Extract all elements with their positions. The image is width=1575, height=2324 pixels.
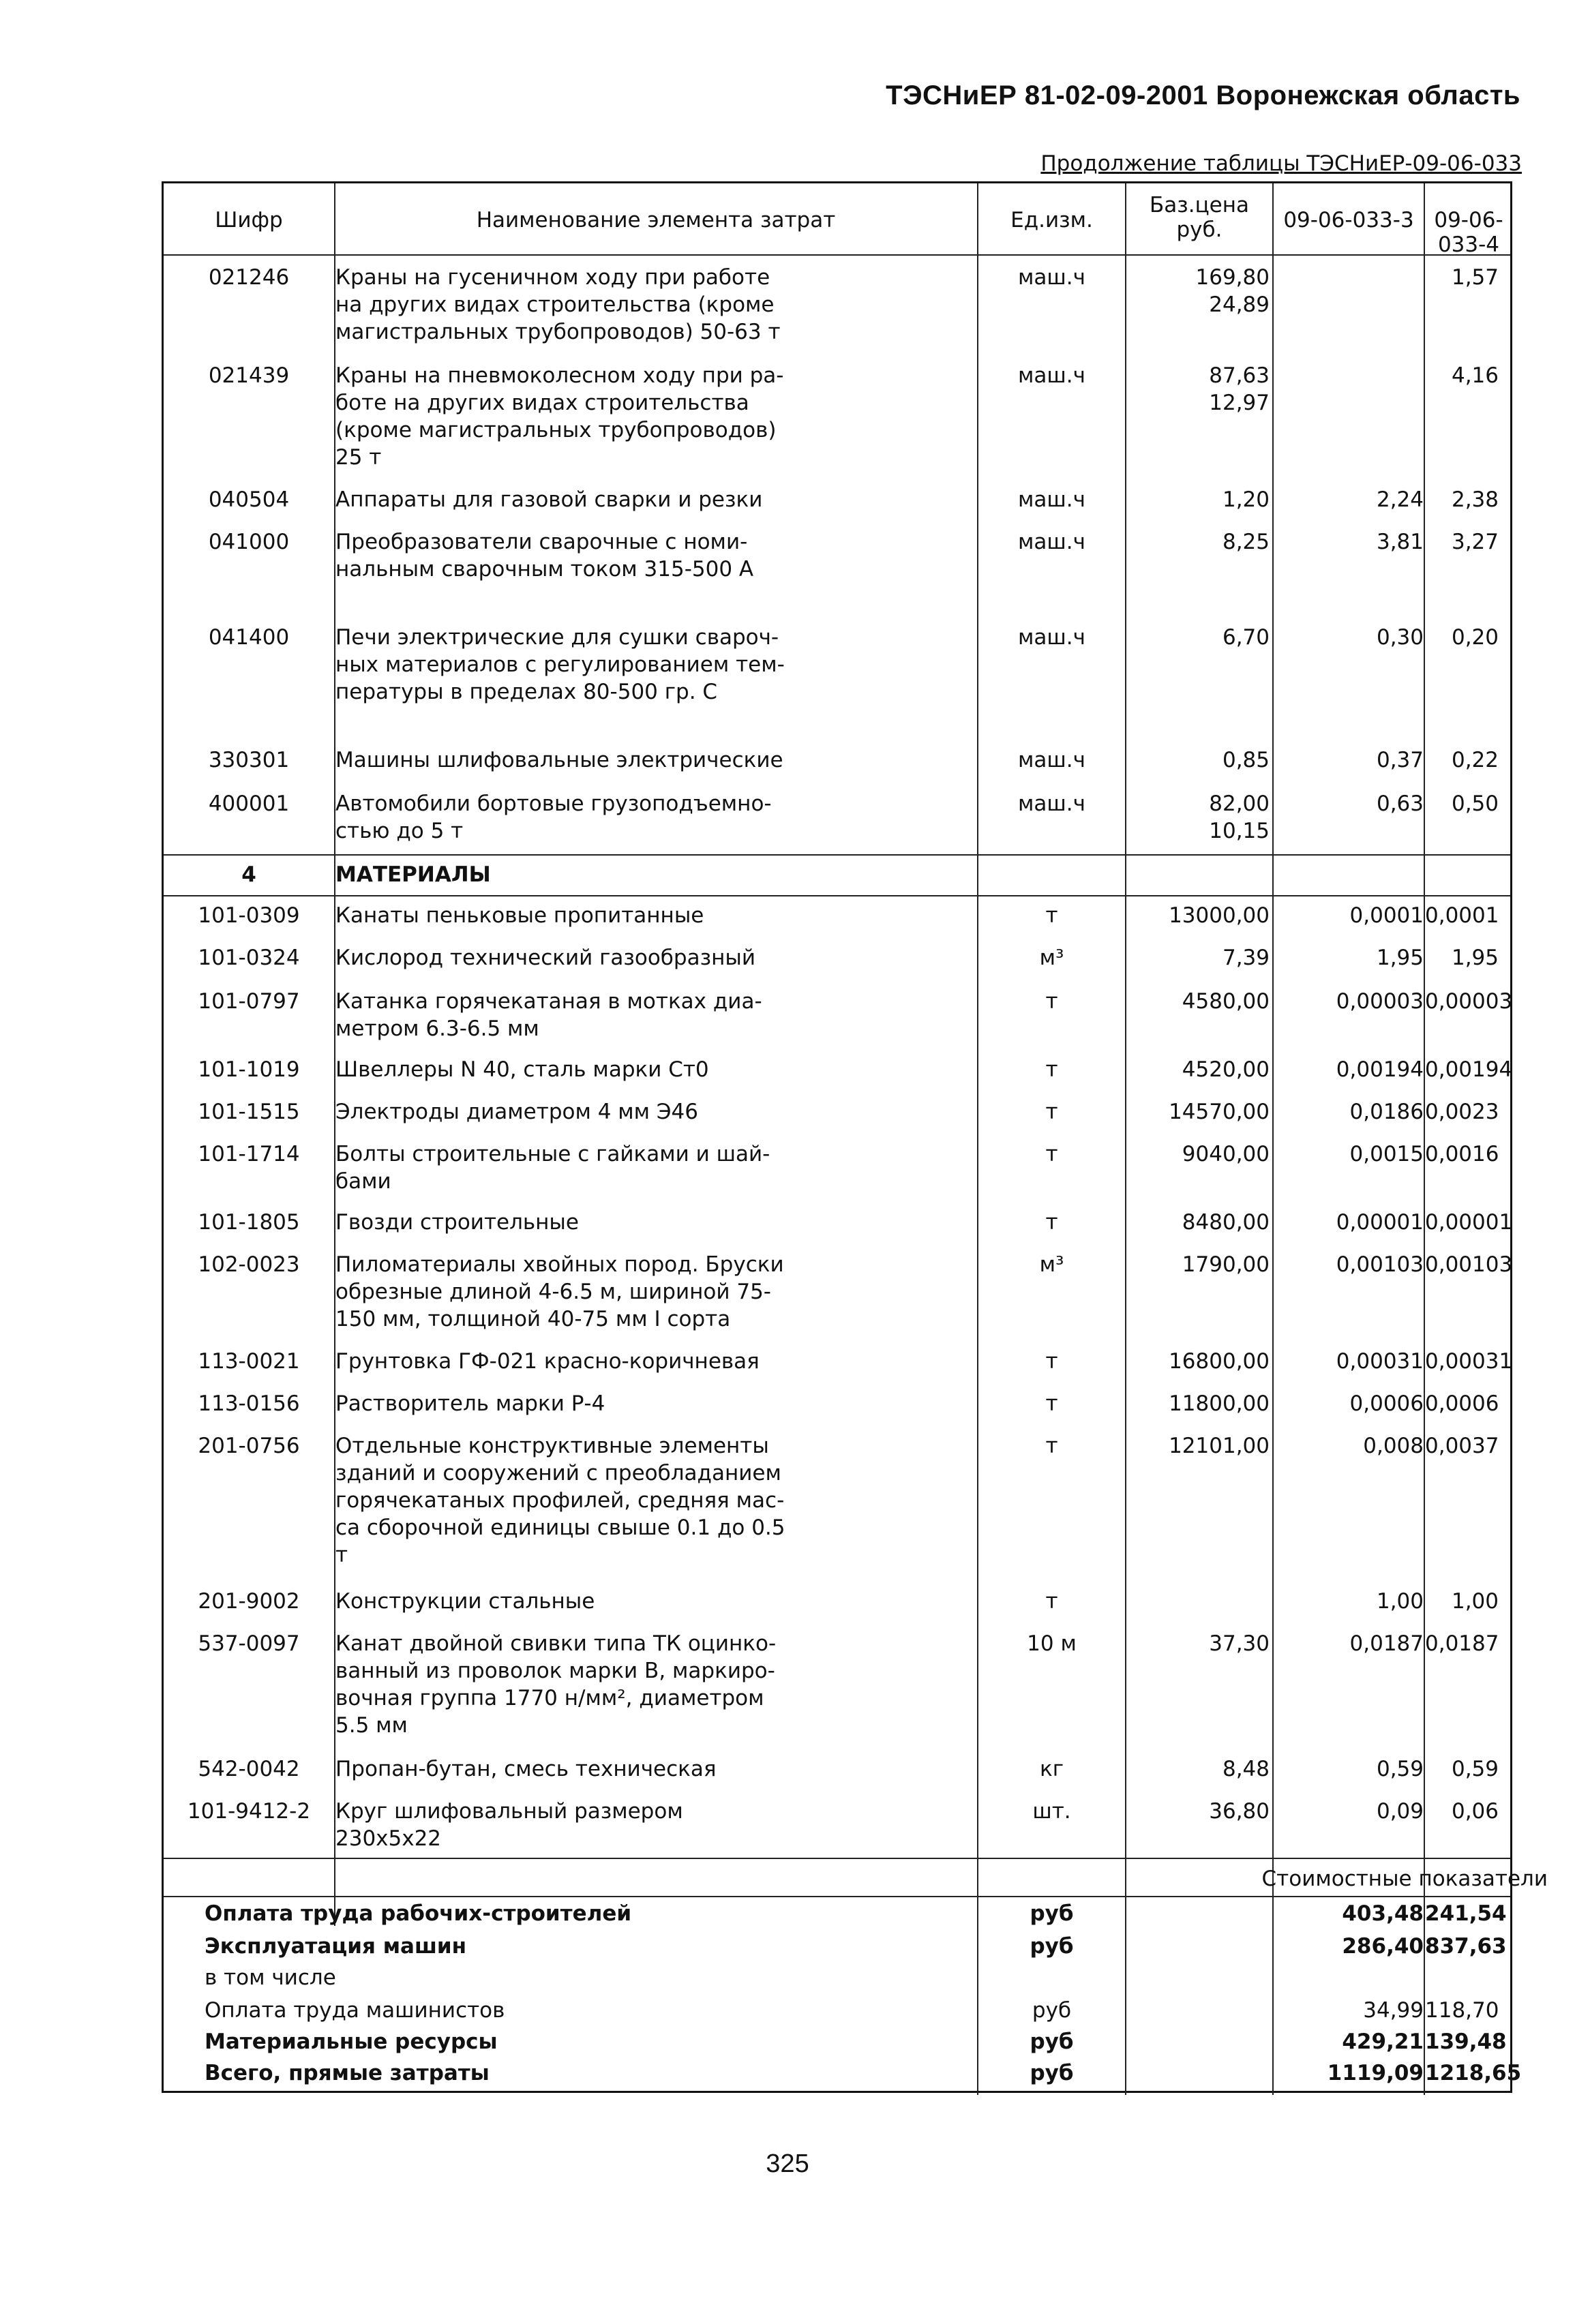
row-code: 021439: [208, 363, 290, 388]
cost-v3: 429,21: [1342, 2029, 1424, 2054]
row-unit: м³: [1039, 946, 1064, 970]
row-v4: 0,50: [1451, 791, 1499, 816]
row-unit: т: [1045, 989, 1058, 1014]
row-price: 169,80 24,89: [1195, 265, 1270, 317]
cost-section-rule: [164, 1896, 1510, 1897]
row-unit: шт.: [1032, 1799, 1071, 1824]
row-unit: маш.ч: [1018, 748, 1085, 772]
row-v3: 0,00103: [1336, 1252, 1424, 1277]
row-unit: кг: [1039, 1757, 1064, 1781]
table-continuation-caption: Продолжение таблицы ТЭСНиЕР-09-06-033: [1040, 151, 1522, 176]
cost-v4: 837,63: [1425, 1934, 1507, 1959]
row-price: 4580,00: [1182, 989, 1270, 1014]
cost-label: в том числе: [205, 1965, 336, 1990]
row-unit: т: [1045, 1391, 1058, 1416]
section-rule: [164, 854, 1510, 856]
row-code: 041000: [208, 530, 290, 554]
row-v3: 0,0186: [1349, 1100, 1424, 1124]
norms-table: [162, 181, 1522, 2093]
cost-label: Эксплуатация машин: [205, 1934, 467, 1959]
row-name: Аппараты для газовой сварки и резки: [335, 487, 763, 512]
cost-v3: 34,99: [1363, 1998, 1424, 2023]
cost-unit: руб: [1030, 1934, 1074, 1959]
row-price: 8480,00: [1182, 1210, 1270, 1235]
row-price: 13000,00: [1169, 903, 1270, 928]
row-name: Конструкции стальные: [335, 1589, 595, 1614]
row-v3: 0,00003: [1336, 989, 1424, 1014]
cost-label: Оплата труда рабочих-строителей: [205, 1901, 632, 1926]
row-code: 101-1714: [198, 1142, 300, 1166]
page-number: 325: [766, 2149, 809, 2178]
row-price: 1790,00: [1182, 1252, 1270, 1277]
row-code: 201-0756: [198, 1434, 300, 1458]
header-rule: [164, 254, 1510, 256]
row-unit: т: [1045, 1589, 1058, 1614]
row-code: 330301: [208, 748, 290, 772]
row-price: 37,30: [1209, 1631, 1270, 1656]
row-v3: 0,0006: [1349, 1391, 1424, 1416]
row-name: Круг шлифовальный размером 230x5x22: [335, 1799, 683, 1851]
row-v4: 0,0187: [1425, 1631, 1499, 1656]
row-code: 113-0021: [198, 1349, 300, 1374]
row-unit: м³: [1039, 1252, 1064, 1277]
row-price: 11800,00: [1169, 1391, 1270, 1416]
row-v3: 2,24: [1376, 487, 1424, 512]
row-v4: 0,06: [1451, 1799, 1499, 1824]
col-header-code: Шифр: [215, 208, 283, 232]
row-price: 36,80: [1209, 1799, 1270, 1824]
row-unit: маш.ч: [1018, 530, 1085, 554]
row-unit: маш.ч: [1018, 363, 1085, 388]
row-unit: т: [1045, 1349, 1058, 1374]
row-code: 021246: [208, 265, 290, 290]
row-name: Автомобили бортовые грузоподъемно- стью до 5 т: [335, 791, 772, 843]
row-price: 8,25: [1222, 530, 1270, 554]
row-v4: 0,0016: [1425, 1142, 1499, 1166]
row-code: 201-9002: [198, 1589, 300, 1614]
row-v4: 1,57: [1451, 265, 1499, 290]
cost-v4: 139,48: [1425, 2029, 1507, 2054]
row-v3: 0,00001: [1336, 1210, 1424, 1235]
row-v4: 0,00103: [1425, 1252, 1513, 1277]
row-v4: 0,00003: [1425, 989, 1513, 1014]
row-unit: т: [1045, 1434, 1058, 1458]
row-v3: 1,00: [1376, 1589, 1424, 1614]
row-v4: 0,0001: [1425, 903, 1499, 928]
row-v4: 1,95: [1451, 946, 1499, 970]
row-v3: 0,63: [1376, 791, 1424, 816]
row-name: Растворитель марки Р-4: [335, 1391, 605, 1416]
row-v3: 0,00031: [1336, 1349, 1424, 1374]
row-name: Краны на гусеничном ходу при работе на других видах строительства (кроме магистральных трубопроводов) 50-63 т: [335, 265, 781, 344]
row-v3: 0,0001: [1349, 903, 1424, 928]
row-name: Пропан-бутан, смесь техническая: [335, 1757, 717, 1781]
cost-label: Оплата труда машинистов: [205, 1998, 505, 2023]
row-price: 12101,00: [1169, 1434, 1270, 1458]
cost-label: Всего, прямые затраты: [205, 2061, 490, 2085]
row-unit: маш.ч: [1018, 265, 1085, 290]
row-code: 101-1515: [198, 1100, 300, 1124]
row-price: 16800,00: [1169, 1349, 1270, 1374]
table-body-end-rule: [164, 1858, 1510, 1859]
section-title: МАТЕРИАЛЫ: [335, 862, 491, 887]
row-code: 101-0309: [198, 903, 300, 928]
row-name: Швеллеры N 40, сталь марки Ст0: [335, 1057, 709, 1082]
col-header-price: Баз.цена руб.: [1149, 193, 1250, 242]
row-unit: т: [1045, 1100, 1058, 1124]
cost-unit: руб: [1030, 1901, 1074, 1926]
row-unit: т: [1045, 1210, 1058, 1235]
document-header: ТЭСНиЕР 81-02-09-2001 Воронежская область: [886, 80, 1520, 110]
row-v3: 0,0015: [1349, 1142, 1424, 1166]
row-unit: маш.ч: [1018, 625, 1085, 650]
row-price: 7,39: [1222, 946, 1270, 970]
row-v4: 0,00001: [1425, 1210, 1513, 1235]
row-code: 041400: [208, 625, 290, 650]
row-price: 14570,00: [1169, 1100, 1270, 1124]
row-name: Преобразователи сварочные с номи- нальным сварочным током 315-500 А: [335, 530, 754, 582]
row-price: 8,48: [1222, 1757, 1270, 1781]
row-code: 101-9412-2: [187, 1799, 311, 1824]
row-price: 0,85: [1222, 748, 1270, 772]
row-name: Канат двойной свивки типа ТК оцинко- ванный из проволок марки В, маркиро- вочная группа 1770 н/мм², диаметром 5.5 мм: [335, 1631, 777, 1738]
row-price: 6,70: [1222, 625, 1270, 650]
row-v4: 3,27: [1451, 530, 1499, 554]
cost-label: Материальные ресурсы: [205, 2029, 498, 2054]
cost-v3: 286,40: [1342, 1934, 1424, 1959]
row-unit: маш.ч: [1018, 487, 1085, 512]
row-name: Грунтовка ГФ-021 красно-коричневая: [335, 1349, 760, 1374]
row-name: Электроды диаметром 4 мм Э46: [335, 1100, 698, 1124]
row-code: 537-0097: [198, 1631, 300, 1656]
cost-v4: 241,54: [1425, 1901, 1507, 1926]
row-v4: 0,0023: [1425, 1100, 1499, 1124]
row-code: 101-0797: [198, 989, 300, 1014]
row-code: 542-0042: [198, 1757, 300, 1781]
cost-v4: 118,70: [1425, 1998, 1499, 2023]
row-v4: 0,0037: [1425, 1434, 1499, 1458]
cost-v4: 1218,65: [1425, 2061, 1522, 2085]
row-v4: 4,16: [1451, 363, 1499, 388]
row-v4: 0,20: [1451, 625, 1499, 650]
row-v3: 0,09: [1376, 1799, 1424, 1824]
row-price: 4520,00: [1182, 1057, 1270, 1082]
row-unit: маш.ч: [1018, 791, 1085, 816]
cost-v3: 1119,09: [1327, 2061, 1424, 2085]
row-v3: 0,37: [1376, 748, 1424, 772]
row-v4: 0,00031: [1425, 1349, 1513, 1374]
row-unit: 10 м: [1027, 1631, 1077, 1656]
row-code: 101-1805: [198, 1210, 300, 1235]
row-code: 400001: [208, 791, 290, 816]
row-price: 87,63 12,97: [1209, 363, 1270, 415]
row-unit: т: [1045, 1057, 1058, 1082]
row-v4: 2,38: [1451, 487, 1499, 512]
cost-section-title: Стоимостные показатели: [1261, 1867, 1548, 1891]
row-price: 82,00 10,15: [1209, 791, 1270, 843]
row-code: 101-1019: [198, 1057, 300, 1082]
section-rule: [164, 895, 1510, 896]
row-code: 102-0023: [198, 1252, 300, 1277]
row-name: Пиломатериалы хвойных пород. Бруски обрезные длиной 4-6.5 м, шириной 75- 150 мм, толщиной 40-75 мм I сорта: [335, 1252, 784, 1331]
row-v3: 1,95: [1376, 946, 1424, 970]
row-name: Краны на пневмоколесном ходу при ра- боте на других видах строительства (кроме магистральных трубопроводов) 25 т: [335, 363, 784, 470]
row-v3: 0,59: [1376, 1757, 1424, 1781]
row-v4: 1,00: [1451, 1589, 1499, 1614]
section-number: 4: [241, 862, 256, 887]
cost-unit: руб: [1030, 2029, 1074, 2054]
row-name: Печи электрические для сушки свароч- ных материалов с регулированием тем- пературы в пределах 80-500 гр. С: [335, 625, 785, 704]
col-header-v3: 09-06-033-3: [1283, 208, 1414, 232]
row-v3: 0,00194: [1336, 1057, 1424, 1082]
row-v4: 0,0006: [1425, 1391, 1499, 1416]
row-name: Гвозди строительные: [335, 1210, 579, 1235]
row-name: Катанка горячекатаная в мотках диа- метром 6.3-6.5 мм: [335, 989, 762, 1041]
row-v4: 0,22: [1451, 748, 1499, 772]
row-v3: 0,008: [1363, 1434, 1424, 1458]
row-code: 113-0156: [198, 1391, 300, 1416]
row-name: Машины шлифовальные электрические: [335, 748, 783, 772]
row-name: Болты строительные с гайками и шай- бами: [335, 1142, 770, 1194]
row-price: 1,20: [1222, 487, 1270, 512]
row-name: Канаты пеньковые пропитанные: [335, 903, 704, 928]
row-unit: т: [1045, 903, 1058, 928]
row-v3: 3,81: [1376, 530, 1424, 554]
row-v3: 0,0187: [1349, 1631, 1424, 1656]
row-name: Кислород технический газообразный: [335, 946, 755, 970]
col-header-name: Наименование элемента затрат: [476, 208, 836, 232]
cost-unit: руб: [1030, 2061, 1074, 2085]
cost-v3: 403,48: [1342, 1901, 1424, 1926]
row-code: 040504: [208, 487, 290, 512]
row-v3: 0,30: [1376, 625, 1424, 650]
row-v4: 0,00194: [1425, 1057, 1513, 1082]
row-unit: т: [1045, 1142, 1058, 1166]
col-header-v4: 09-06-033-4: [1434, 208, 1503, 257]
row-price: 9040,00: [1182, 1142, 1270, 1166]
cost-unit: руб: [1032, 1998, 1072, 2023]
row-v4: 0,59: [1451, 1757, 1499, 1781]
row-name: Отдельные конструктивные элементы зданий и сооружений с преобладанием горячекатаных профилей, средняя мас- са сборочной единицы свыше 0.1 до 0.5 т: [335, 1434, 785, 1567]
row-code: 101-0324: [198, 946, 300, 970]
col-header-unit: Ед.изм.: [1010, 208, 1093, 232]
